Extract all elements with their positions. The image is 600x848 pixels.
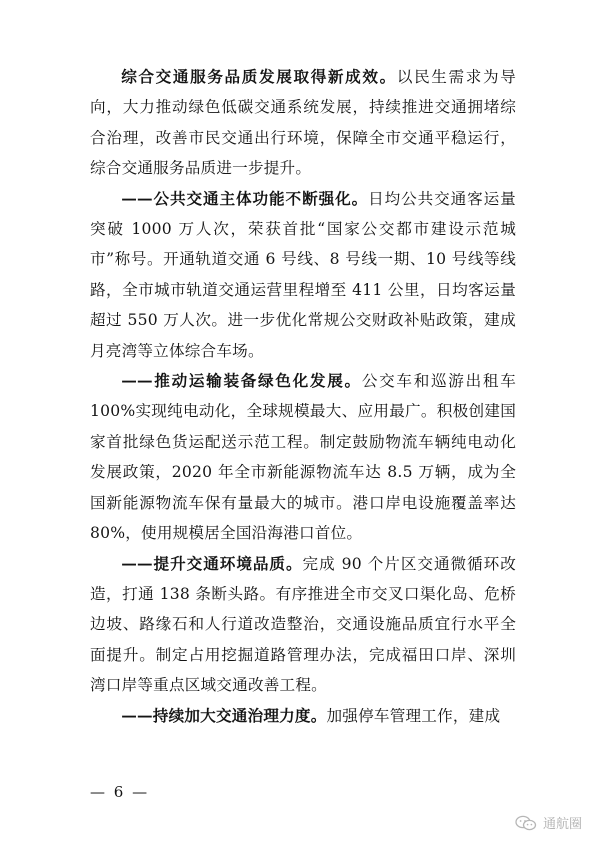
paragraph bbox=[90, 366, 516, 548]
paragraph bbox=[90, 549, 516, 701]
watermark bbox=[515, 813, 582, 832]
paragraph bbox=[90, 701, 516, 731]
paragraph bbox=[90, 62, 516, 184]
wechat-icon bbox=[515, 815, 537, 831]
paragraph-text: 加强停车管理工作，建成 bbox=[326, 706, 501, 725]
paragraph-text: 以民生需求为导向，大力推动绿色低碳交通系统发展，持续推进交通拥堵综合治理，改善市民交通出行环境，保障全市交通平稳运行，综合交通服务品质进一步提升。 bbox=[90, 68, 517, 178]
document-body bbox=[90, 62, 516, 731]
paragraph-text: 日均公共交通客运量突破 1000 万人次，荣获首批“国家公交都市建设示范城市”称号。开通轨道交通 6 号线、8 号线一期、10 号线等线路，全市城市轨道交通运营里程增至 411 公里，日均客运量超过 550 万人次。进一步优化常规公交财政补贴政策，建成月亮湾等立体综合车场。 bbox=[90, 189, 516, 360]
paragraph bbox=[90, 184, 516, 366]
paragraph-text: 完成 90 个片区交通微循环改造，打通 138 条断头路。有序推进全市交叉口渠化岛、危桥边坡、路缘石和人行道改造整治，交通设施品质宜行水平全面提升。制定占用挖掘道路管理办法，完成福田口岸、深圳湾口岸等重点区域交通改善工程。 bbox=[90, 554, 516, 695]
paragraph-heading: ——持续加大交通治理力度。 bbox=[121, 705, 327, 725]
paragraph-text: 公交车和巡游出租车 100%实现纯电动化，全球规模最大、应用最广。积极创建国家首批绿色货运配送示范工程。制定鼓励物流车辆纯电动化发展政策，2020 年全市新能源物流车达 8.5 万辆，成为全国新能源物流车保有量最大的城市。港口岸电设施覆盖率达 80%，使用规模居全国沿海港口首位。 bbox=[90, 372, 516, 543]
paragraph-heading: ——推动运输装备绿色化发展。 bbox=[121, 371, 362, 391]
watermark-label: 通航圈 bbox=[542, 817, 582, 832]
paragraph-heading: ——提升交通环境品质。 bbox=[121, 553, 303, 573]
page-number: — 6 — bbox=[90, 783, 150, 801]
paragraph-heading: ——公共交通主体功能不断强化。 bbox=[121, 188, 369, 208]
paragraph-heading: 综合交通服务品质发展取得新成效。 bbox=[121, 67, 397, 86]
